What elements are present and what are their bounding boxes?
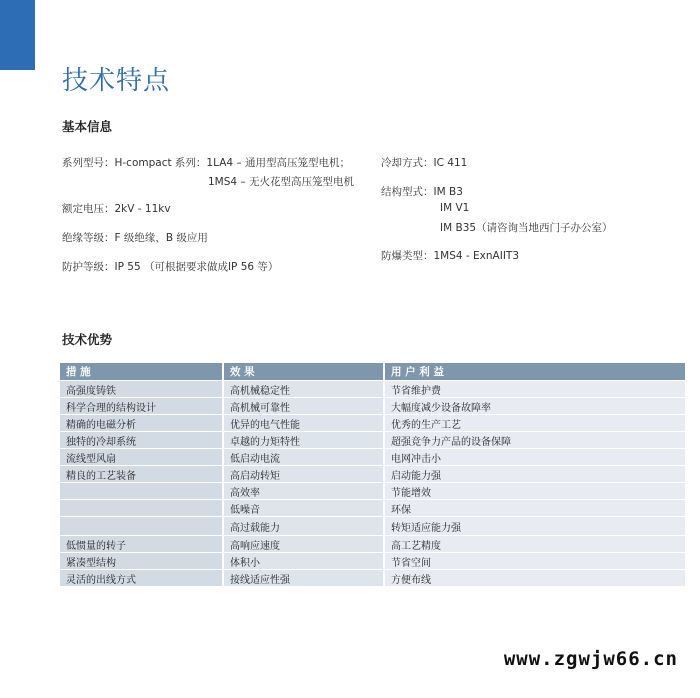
advantages-heading: 技术优势 [62, 332, 113, 347]
table-row [60, 449, 685, 466]
table-row [60, 398, 685, 415]
measure-cell: 灵活的出线方式 [60, 570, 223, 587]
effect-cell: 接线适应性强 [223, 570, 384, 587]
spec-structure-v1: IM V1 [440, 202, 470, 214]
table-row [60, 381, 685, 398]
benefit-cell: 电网冲击小 [384, 449, 685, 466]
table-header-row [60, 363, 685, 381]
effect-cell: 体积小 [223, 553, 384, 570]
measure-cell-empty [60, 483, 223, 500]
measure-cell: 独特的冷却系统 [60, 432, 223, 449]
table-row [60, 483, 685, 500]
benefit-cell: 超强竞争力产品的设备保障 [384, 432, 685, 449]
spec-series: 系列型号：H-compact 系列：1LA4 – 通用型高压笼型电机； [62, 157, 350, 169]
effect-cell: 卓越的力矩特性 [223, 432, 384, 449]
header-measures: 措 施 [60, 363, 223, 381]
effect-cell: 高过载能力 [223, 517, 384, 536]
measure-cell: 低惯量的转子 [60, 536, 223, 553]
spec-explosion: 防爆类型：1MS4 - ExnAIIT3 [381, 250, 520, 262]
measure-cell: 流线型风扇 [60, 449, 223, 466]
measure-cell-empty [60, 517, 223, 536]
benefit-cell: 环保 [384, 500, 685, 517]
table-row [60, 553, 685, 570]
spec-series-2: 1MS4 – 无火花型高压笼型电机 [208, 176, 355, 188]
table-row [60, 500, 685, 517]
benefit-cell: 转矩适应能力强 [384, 517, 685, 536]
benefit-cell: 方便布线 [384, 570, 685, 587]
table-row [60, 570, 685, 587]
measure-cell: 高强度铸铁 [60, 381, 223, 398]
measure-cell: 精良的工艺装备 [60, 466, 223, 483]
benefit-cell: 节省维护费 [384, 381, 685, 398]
table-row [60, 536, 685, 553]
measure-cell-empty [60, 500, 223, 517]
effect-cell: 高机械稳定性 [223, 381, 384, 398]
spec-cooling: 冷却方式：IC 411 [381, 157, 468, 169]
table-row [60, 432, 685, 449]
measure-cell: 紧凑型结构 [60, 553, 223, 570]
site-watermark: www.zgwjw66.cn [503, 648, 678, 670]
accent-bar [0, 0, 35, 70]
measure-cell: 科学合理的结构设计 [60, 398, 223, 415]
benefit-cell: 高工艺精度 [384, 536, 685, 553]
page-title: 技术特点 [62, 66, 171, 96]
effect-cell: 高启动转矩 [223, 466, 384, 483]
spec-protection: 防护等级：IP 55 （可根据要求做成IP 56 等） [62, 261, 279, 273]
measure-cell: 精确的电磁分析 [60, 415, 223, 432]
benefit-cell: 节能增效 [384, 483, 685, 500]
table-row [60, 517, 685, 536]
spec-structure: 结构型式：IM B3 [381, 186, 463, 198]
spec-voltage: 额定电压：2kV - 11kv [62, 203, 171, 215]
effect-cell: 高机械可靠性 [223, 398, 384, 415]
effect-cell: 低噪音 [223, 500, 384, 517]
table-row [60, 415, 685, 432]
benefit-cell: 大幅度减少设备故障率 [384, 398, 685, 415]
header-effects: 效 果 [223, 363, 384, 381]
effect-cell: 优异的电气性能 [223, 415, 384, 432]
benefit-cell: 节省空间 [384, 553, 685, 570]
effect-cell: 高响应速度 [223, 536, 384, 553]
effect-cell: 高效率 [223, 483, 384, 500]
advantages-table [60, 363, 685, 586]
effect-cell: 低启动电流 [223, 449, 384, 466]
benefit-cell: 启动能力强 [384, 466, 685, 483]
header-benefits: 用 户 利 益 [384, 363, 685, 381]
benefit-cell: 优秀的生产工艺 [384, 415, 685, 432]
spec-insulation: 绝缘等级：F 级绝缘，B 级应用 [62, 232, 208, 244]
spec-structure-b35: IM B35（请咨询当地西门子办公室） [440, 222, 613, 234]
table-row [60, 466, 685, 483]
basic-info-heading: 基本信息 [62, 119, 113, 134]
